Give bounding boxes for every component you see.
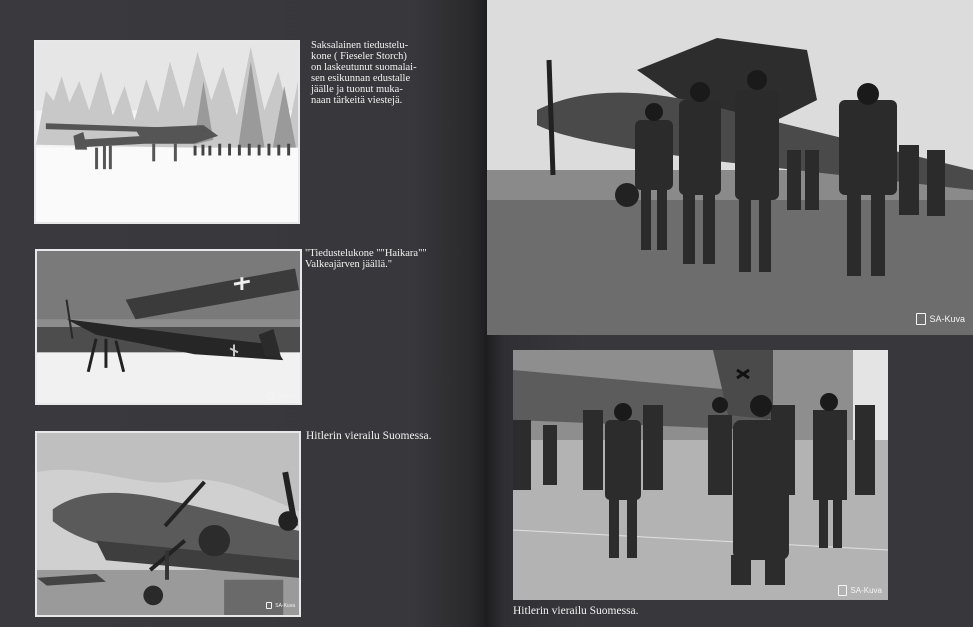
photo-transport-aircraft-image (37, 433, 299, 615)
photo-storch-snow (34, 40, 300, 224)
photo-transport-credit (266, 602, 295, 609)
credit-text: SA-Kuva (275, 602, 295, 609)
photo-transport-aircraft (35, 431, 301, 617)
photo-haikara-image (37, 251, 300, 403)
sa-kuva-logo-icon (916, 313, 926, 325)
caption-hitler-visit-right: Hitlerin vierailu Suomessa. (513, 605, 639, 617)
photo-hitler-visit (513, 350, 888, 600)
right-page (485, 0, 973, 627)
caption-haikara: "Tiedustelukone ""Haikara"" Valkeajärven jäällä." (305, 248, 427, 270)
photo-storch-snow-image (36, 42, 298, 222)
sa-kuva-logo-icon (838, 585, 847, 596)
photo-hitler-visit-image (513, 350, 888, 600)
sa-kuva-logo-icon (268, 392, 274, 399)
sa-kuva-logo-icon (266, 602, 272, 609)
credit-text: SA-Kuva (929, 314, 965, 324)
left-page (0, 0, 485, 627)
photo-officers-walking (487, 0, 973, 335)
caption-hitler-visit-left: Hitlerin vierailu Suomessa. (306, 430, 432, 442)
credit-text: SA-Kuva (850, 586, 882, 595)
caption-storch: Saksalainen tiedustelu- kone ( Fieseler Storch) on laskeutunut suomalai- sen esikunnan edustalle jäälle ja tuonut muka- naan tärkeitä viestejä. (311, 40, 417, 106)
photo-hitler-visit-credit (838, 585, 882, 596)
photo-officers-walking-image (487, 0, 973, 335)
photo-haikara-credit (268, 392, 297, 399)
photo-officers-credit (916, 313, 965, 325)
credit-text: SA-Kuva (277, 392, 297, 399)
photo-haikara (35, 249, 302, 405)
